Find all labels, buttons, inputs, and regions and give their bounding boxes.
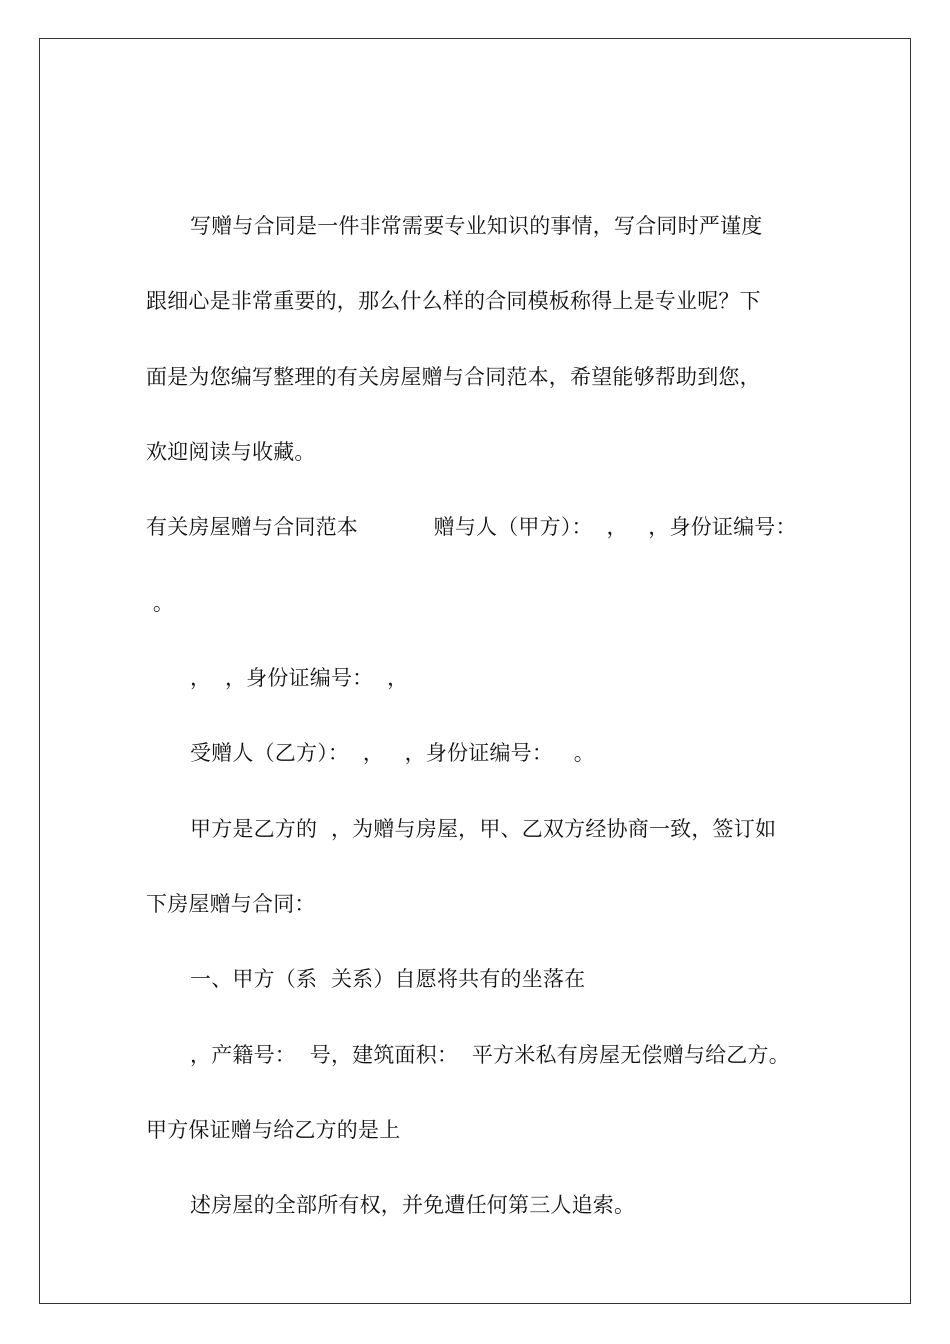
paragraph-line-3: 面是为您编写整理的有关房屋赠与合同范本，希望能够帮助到您，	[146, 365, 761, 389]
paragraph-line-12: ，产籍号： 号，建筑面积： 平方米私有房屋无偿赠与给乙方。	[190, 1043, 790, 1067]
donee-line: 受赠人（乙方）： ， ，身份证编号： 。	[190, 741, 595, 765]
paragraph-line-9: 甲方是乙方的 ，为赠与房屋，甲、乙双方经协商一致，签订如	[190, 817, 777, 841]
paragraph-line-10: 下房屋赠与合同：	[146, 892, 316, 916]
paragraph-line-2: 跟细心是非常重要的，那么什么样的合同模板称得上是专业呢？下	[146, 289, 761, 313]
paragraph-line-13: 甲方保证赠与给乙方的是上	[146, 1118, 401, 1142]
paragraph-line-4: 欢迎阅读与收藏。	[146, 440, 316, 464]
contract-title-line: 有关房屋赠与合同范本 赠与人（甲方）： ， ，身份证编号：	[146, 515, 797, 539]
clause-one-line: 一、甲方（系 关系）自愿将共有的坐落在	[190, 967, 586, 991]
paragraph-line-7: ， ，身份证编号： ，	[190, 666, 409, 690]
paragraph-line-1: 写赠与合同是一件非常需要专业知识的事情，写合同时严谨度	[190, 214, 763, 238]
paragraph-line-6: 。	[146, 591, 175, 615]
paragraph-line-14: 述房屋的全部所有权，并免遭任何第三人追索。	[190, 1193, 636, 1217]
